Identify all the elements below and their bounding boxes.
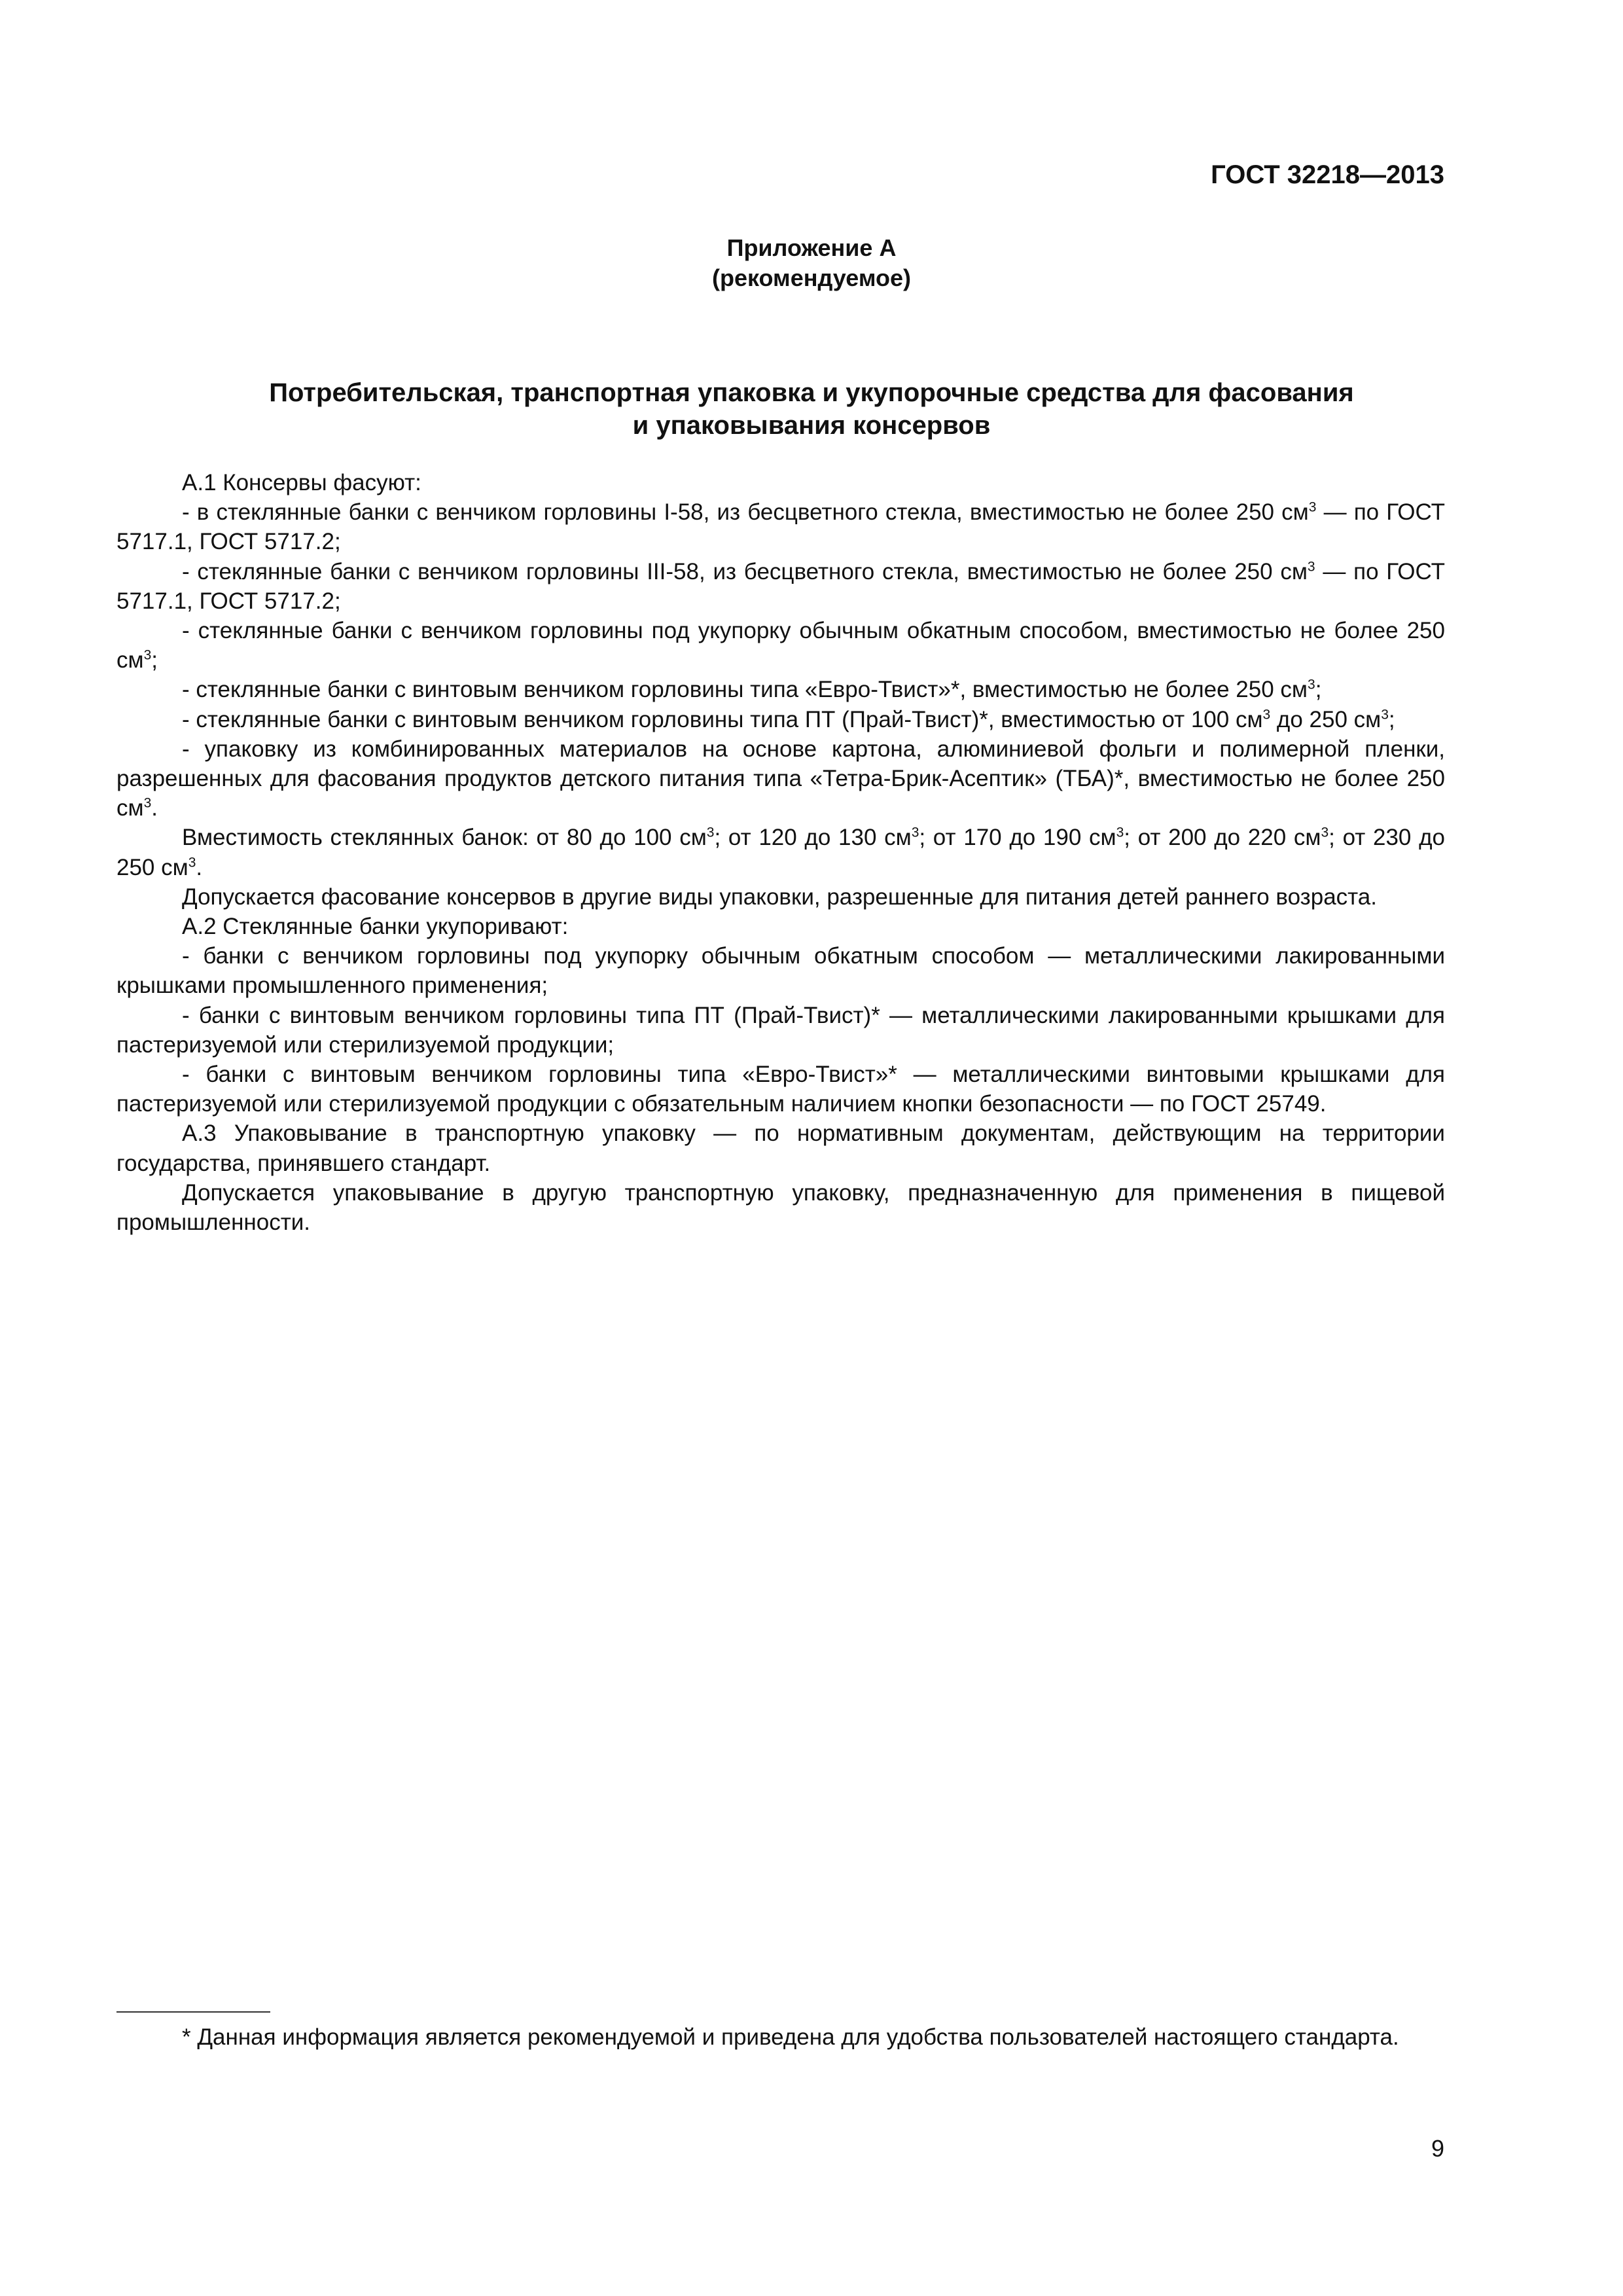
text: ; от 230 до 250 см [116,825,1445,880]
superscript: 3 [188,854,196,870]
superscript: 3 [1308,499,1317,515]
footnote: * Данная информация является рекомендуемой и приведена для удобства пользователей настоящего стандарта. [182,2024,1399,2050]
text: . [196,854,203,880]
annex-title [131,376,1492,442]
text: ; [1388,706,1395,732]
annex-body [116,468,1445,1237]
clause-a3-allowed: Допускается упаковывание в другую транспортную упаковку, предназначенную для применения в пищевой промышленности. [116,1179,1445,1236]
clause-a1-capacity [116,823,1445,882]
text: - стеклянные банки с венчиком горловины под укупорку обычным обкатным способом, вместимостью не более 250 см [116,618,1445,673]
text: - стеклянные банки с винтовым венчиком горловины типа ПТ (Прай-Твист)*, вместимостью от 100 см [182,706,1263,732]
superscript: 3 [143,795,152,811]
clause-a1-item-6 [116,734,1445,823]
text: ; [151,647,158,673]
text: до 250 см [1270,706,1382,732]
annex-title-line-1: Потребительская, транспортная упаковка и укупорочные средства для фасования [269,378,1354,407]
superscript: 3 [1321,825,1329,840]
clause-a1-allowed: Допускается фасование консервов в другие виды упаковки, разрешенные для питания детей раннего возраста. [182,884,1377,910]
footnote-divider [116,2011,270,2013]
clause-a1-item-2 [116,557,1445,616]
text: ; от 170 до 190 см [919,825,1116,851]
text: - в стеклянные банки с венчиком горловины I-58, из бесцветного стекла, вместимостью не более 250 см [182,499,1309,526]
clause-a2-item-1: - банки с венчиком горловины под укупорку обычным обкатным способом — металлическими лакированными крышками промышленного применения; [116,943,1445,999]
clause-a1-item-3 [116,616,1445,675]
superscript: 3 [1116,825,1124,840]
annex-label: Приложение А [726,234,897,261]
clause-a2-item-3: - банки с винтовым венчиком горловины типа «Евро-Твист»* — металлическими винтовыми крышками для пастеризуемой или стерилизуемой продукции с обязательным наличием кнопки безопасности — по ГОСТ 25749. [116,1062,1445,1117]
text: — по ГОСТ 5717.1, ГОСТ 5717.2; [116,558,1446,614]
text: ; от 120 до 130 см [714,825,912,851]
text: - упаковку из комбинированных материалов на основе картона, алюминиевой фольги и полимерной пленки, разрешенных для фасования продуктов детского питания типа «Тетра-Брик-Асептик» (ТБА)*, вместимостью не более 250 см [116,736,1445,821]
text: — по ГОСТ 5717.1, ГОСТ 5717.2; [116,499,1445,555]
annex-heading [0,233,1623,293]
superscript: 3 [911,825,919,840]
text: . [151,795,158,821]
document-code: ГОСТ 32218—2013 [1211,160,1444,189]
superscript: 3 [143,647,152,663]
text: - стеклянные банки с винтовым венчиком горловины типа «Евро-Твист»*, вместимостью не более 250 см [182,677,1308,703]
superscript: 3 [1308,677,1315,692]
annex-title-line-2: и упаковывания консервов [632,411,991,440]
page-number: 9 [1431,2135,1444,2162]
clause-a1-item-1 [116,497,1445,556]
superscript: 3 [1262,706,1271,722]
superscript: 3 [706,825,715,840]
text: Вместимость стеклянных банок: от 80 до 100 см [182,825,707,851]
clause-a1-item-4 [116,675,1445,704]
clause-a2-intro: А.2 Стеклянные банки укупоривают: [182,914,569,940]
superscript: 3 [1381,706,1389,722]
annex-status: (рекомендуемое) [712,264,911,291]
superscript: 3 [1307,558,1315,574]
text: ; от 200 до 220 см [1124,825,1321,851]
text: - стеклянные банки с венчиком горловины III-58, из бесцветного стекла, вместимостью не более 250 см [182,558,1308,584]
clause-a1-intro: А.1 Консервы фасуют: [182,470,421,495]
text: ; [1315,677,1322,703]
clause-a2-item-2: - банки с винтовым венчиком горловины типа ПТ (Прай-Твист)* — металлическими лакированными крышками для пастеризуемой или стерилизуемой продукции; [116,1002,1445,1058]
clause-a1-item-5 [116,705,1445,734]
clause-a3-text: А.3 Упаковывание в транспортную упаковку — по нормативным документам, действующим на территории государства, принявшего стандарт. [116,1121,1445,1176]
